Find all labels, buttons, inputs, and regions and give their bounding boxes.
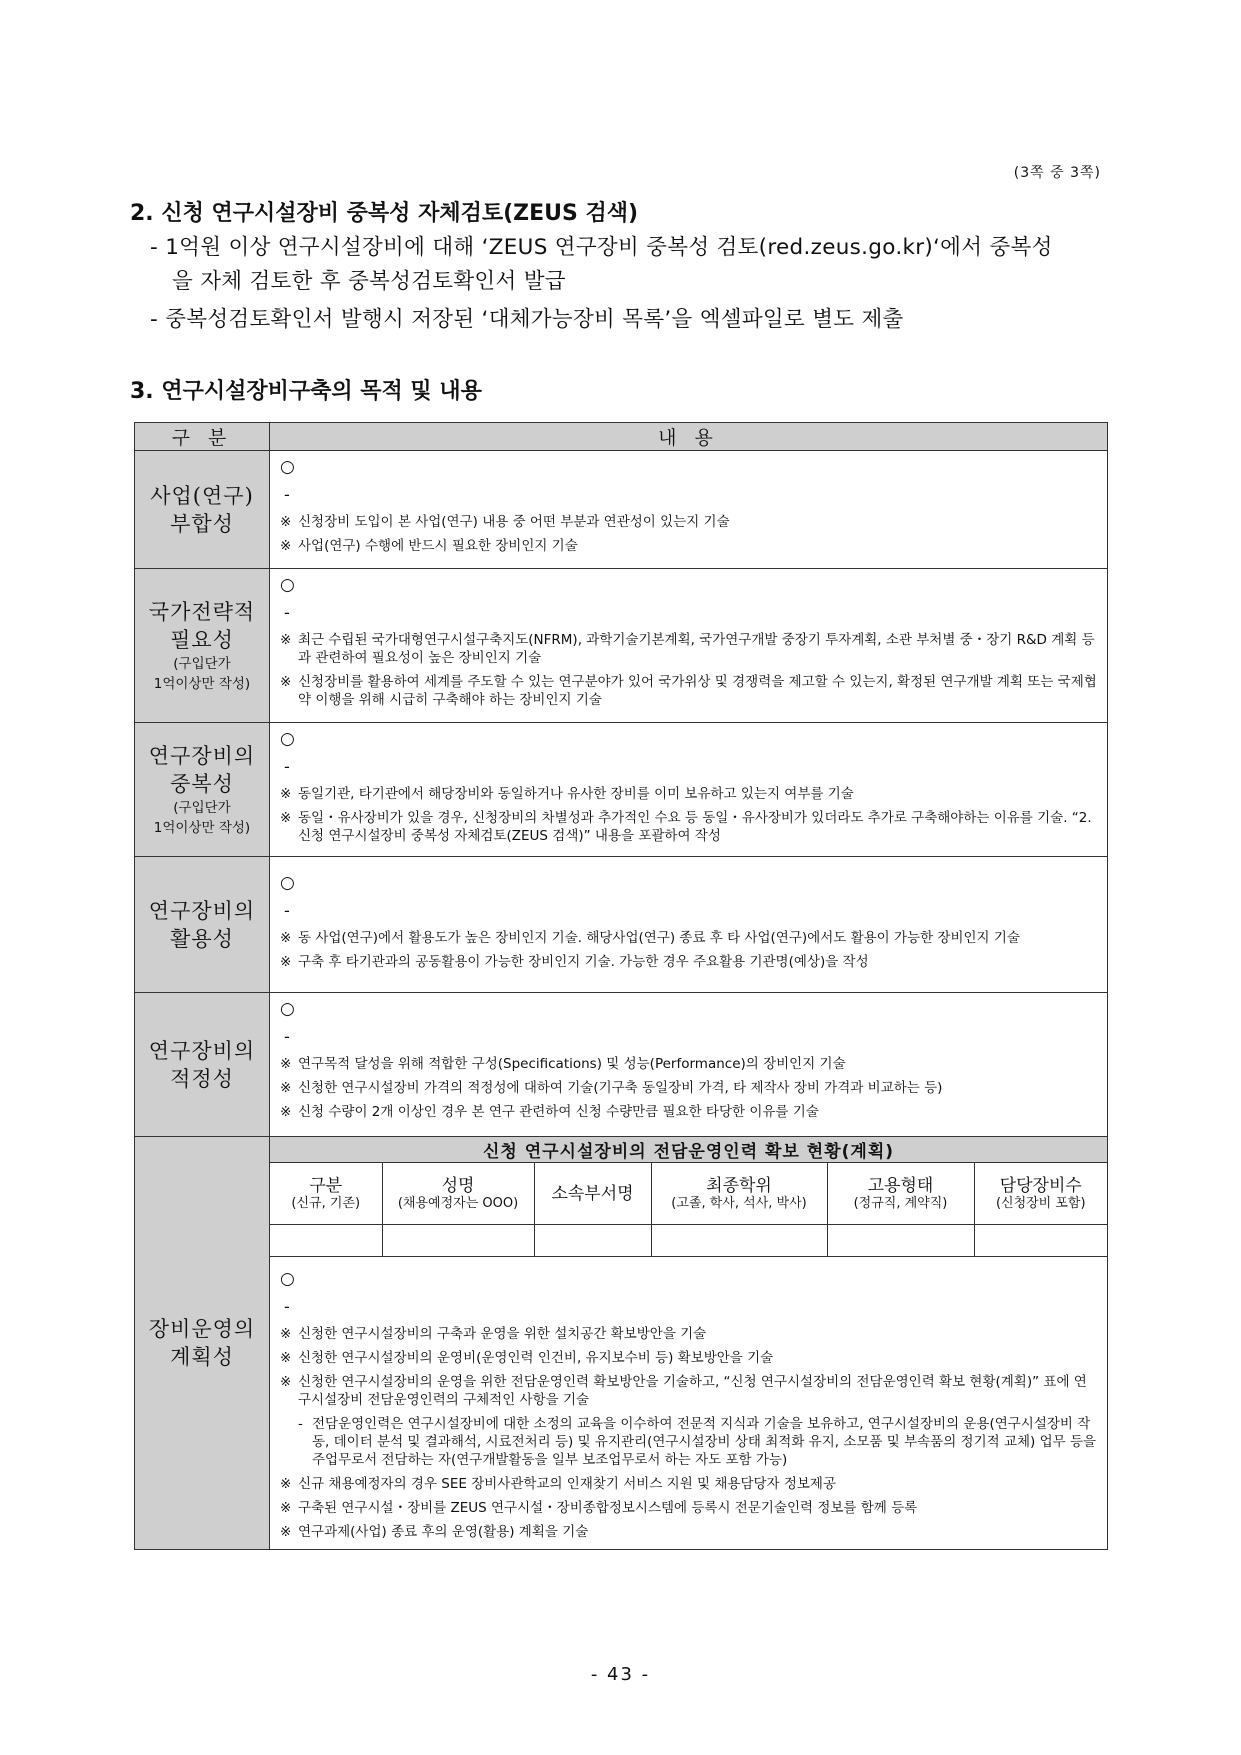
- staffing-header-dept: [534, 1163, 651, 1225]
- note-mark: ※: [280, 786, 292, 802]
- page-indicator: (3쪽 중 3쪽): [1013, 165, 1101, 181]
- circle-bullet: ○: [280, 575, 295, 595]
- page-number: - 43 -: [590, 1664, 651, 1685]
- row-label-sub2: 1억이상만 작성): [153, 675, 251, 692]
- note-text: 동일・유사장비가 있을 경우, 신청장비의 차별성과 추가적인 수요 등 동일・유사장비가 있더라도 추가로 구축해야하는 이유를 기술. “2. 신청 연구시설장비 중복성 자체검토(ZEUS 검색)” 내용을 포괄하여 작성: [298, 810, 1092, 844]
- staffing-header-equipment-count: [974, 1163, 1107, 1225]
- note-mark: ※: [280, 1326, 292, 1342]
- note-text: 신청장비 도입이 본 사업(연구) 내용 중 어떤 부분과 연관성이 있는지 기술: [298, 514, 730, 530]
- section2-bullet2: - 중복성검토확인서 발행시 저장된 ‘대체가능장비 목록’을 엑셀파일로 별도 제출: [150, 307, 904, 332]
- header-note: (고졸, 학사, 석사, 박사): [671, 1195, 807, 1211]
- row-label: [135, 857, 270, 993]
- row-label: [135, 451, 270, 569]
- staffing-table: [270, 1137, 1107, 1257]
- row-label-line1: 연구장비의: [148, 1038, 256, 1063]
- header-main: 구분: [309, 1175, 343, 1196]
- note-mark: ※: [280, 810, 292, 826]
- staffing-header-employment: [827, 1163, 974, 1225]
- note-item: [280, 1499, 1097, 1517]
- circle-bullet: ○: [280, 729, 295, 749]
- note-mark: ※: [280, 1374, 292, 1390]
- header-main: 고용형태: [867, 1175, 934, 1196]
- note-mark: ※: [280, 1080, 292, 1096]
- note-item: [280, 537, 1097, 555]
- note-mark: ※: [280, 538, 292, 554]
- sub-note-text: 전담운영인력은 연구시설장비에 대한 소정의 교육을 이수하여 전문적 지식과 기술을 보유하고, 연구시설장비의 운용(연구시설장비 작동, 데이터 분석 및 결과해석, 시료전처리 등) 및 유지관리(연구시설장비 상태 최적화 유지, 소모품 및 부속품의 정기적 교체) 업무 등을 주업무로서 전담하는 자(연구개발활동을 일부 보조업무로서 하는 자도 포함 가능): [312, 1416, 1097, 1468]
- row-label-line1: 장비운영의: [148, 1317, 256, 1341]
- row-content: [270, 857, 1108, 993]
- note-text: 신규 채용예정자의 경우 SEE 장비사관학교의 인재찾기 서비스 지원 및 채용담당자 정보제공: [298, 1476, 837, 1492]
- row-label: [135, 1137, 270, 1550]
- header-main: 성명: [441, 1175, 475, 1196]
- table-row-adequacy: [135, 993, 1108, 1137]
- staffing-header-type: [270, 1163, 382, 1225]
- note-mark: ※: [280, 1524, 292, 1540]
- table-row-national-necessity: [135, 569, 1108, 723]
- note-item: [280, 953, 1097, 971]
- note-mark: ※: [280, 632, 292, 648]
- table-row-relevance: [135, 451, 1108, 569]
- note-item: [280, 1055, 1097, 1073]
- note-text: 신청한 연구시설장비의 운영비(운영인력 인건비, 유지보수비 등) 확보방안을 기술: [298, 1350, 774, 1366]
- section2-bullet1-line2: 을 자체 검토한 후 중복성검토확인서 발급: [172, 269, 566, 294]
- note-item: [280, 513, 1097, 531]
- table-header-row: [135, 423, 1108, 451]
- header-main: 최종학위: [706, 1175, 772, 1196]
- circle-bullet: ○: [280, 457, 295, 477]
- dash-bullet: -: [284, 485, 290, 504]
- header-note: (정규직, 계약직): [853, 1195, 948, 1211]
- note-text: 신청장비를 활용하여 세계를 주도할 수 있는 연구분야가 있어 국가위상 및 경쟁력을 제고할 수 있는지, 확정된 연구개발 계획 또는 국제협약 이행을 위해 시급히 구축해야 하는 장비인지 기술: [298, 674, 1097, 708]
- note-text: 연구과제(사업) 종료 후의 운영(활용) 계획을 기술: [298, 1524, 589, 1540]
- row-label-line1: 연구장비의: [148, 743, 256, 768]
- row-label-line1: 사업(연구): [150, 483, 254, 508]
- note-item: [280, 929, 1097, 947]
- staffing-table-title: 신청 연구시설장비의 전담운영인력 확보 현황(계획): [270, 1137, 1107, 1163]
- dash-bullet: -: [284, 757, 290, 776]
- note-text: 동일기관, 타기관에서 해당장비와 동일하거나 유사한 장비를 이미 보유하고 있는지 여부를 기술: [298, 786, 854, 802]
- row-label-line2: 필요성: [170, 627, 234, 652]
- note-item: [280, 1523, 1097, 1541]
- dash-bullet: -: [284, 1297, 290, 1316]
- empty-cell[interactable]: [651, 1225, 827, 1257]
- circle-bullet: ○: [280, 999, 295, 1019]
- empty-cell[interactable]: [382, 1225, 534, 1257]
- row-label-sub1: (구입단가: [173, 655, 231, 672]
- note-item: [280, 1325, 1097, 1343]
- table-row-operation-plan: [135, 1137, 1108, 1550]
- staffing-header-row: [270, 1163, 1107, 1225]
- note-text: 동 사업(연구)에서 활용도가 높은 장비인지 기술. 해당사업(연구) 종료 후 타 사업(연구)에서도 활용이 가능한 장비인지 기술: [298, 930, 1020, 946]
- note-text: 연구목적 달성을 위해 적합한 구성(Specifications) 및 성능(Performance)의 장비인지 기술: [298, 1056, 846, 1072]
- empty-cell[interactable]: [974, 1225, 1107, 1257]
- row-content: [270, 569, 1108, 723]
- note-mark: ※: [280, 1104, 292, 1120]
- note-text: 신청한 연구시설장비의 운영을 위한 전담운영인력 확보방안을 기술하고, “신청 연구시설장비의 전담운영인력 확보 현황(계획)” 표에 연구시설장비 전담운영인력의 구체적인 사항을 기술: [298, 1374, 1087, 1408]
- note-text: 신청 수량이 2개 이상인 경우 본 연구 관련하여 신청 수량만큼 필요한 타당한 이유를 기술: [298, 1104, 819, 1120]
- header-note: (신규, 기존): [291, 1195, 361, 1211]
- note-text: 신청한 연구시설장비의 구축과 운영을 위한 설치공간 확보방안을 기술: [298, 1326, 707, 1342]
- table-row-utilization: [135, 857, 1108, 993]
- note-mark: ※: [280, 674, 292, 690]
- circle-bullet: ○: [280, 1269, 295, 1289]
- circle-bullet: ○: [280, 873, 295, 893]
- note-item: [280, 1349, 1097, 1367]
- note-mark: ※: [280, 1350, 292, 1366]
- staffing-header-degree: [651, 1163, 827, 1225]
- row-label-line2: 중복성: [170, 771, 234, 796]
- section2-title: 2. 신청 연구시설장비 중복성 자체검토(ZEUS 검색): [130, 201, 639, 226]
- note-item: [280, 1475, 1097, 1493]
- staffing-empty-row: [270, 1225, 1107, 1257]
- table-row-duplication: [135, 723, 1108, 857]
- row-label: [135, 723, 270, 857]
- note-mark: ※: [280, 1056, 292, 1072]
- note-item: [280, 1079, 1097, 1097]
- note-mark: ※: [280, 1476, 292, 1492]
- sub-note-item: [298, 1415, 1097, 1469]
- row-label: [135, 993, 270, 1137]
- section3-title: 3. 연구시설장비구축의 목적 및 내용: [130, 379, 482, 404]
- row-label-sub2: 1억이상만 작성): [153, 819, 251, 836]
- header-note: (신청장비 포함): [995, 1195, 1086, 1211]
- note-item: [280, 809, 1097, 845]
- row-content: [270, 451, 1108, 569]
- header-note: (채용예정자는 OOO): [397, 1195, 519, 1211]
- note-mark: ※: [280, 954, 292, 970]
- note-text: 구축된 연구시설・장비를 ZEUS 연구시설・장비종합정보시스템에 등록시 전문기술인력 정보를 함께 등록: [298, 1500, 918, 1516]
- note-item: [280, 1103, 1097, 1121]
- empty-cell[interactable]: [270, 1225, 382, 1257]
- empty-cell[interactable]: [534, 1225, 651, 1257]
- staffing-header-name: [382, 1163, 534, 1225]
- dash-bullet: -: [284, 603, 290, 622]
- header-main: 담당장비수: [999, 1175, 1082, 1196]
- note-text: 신청한 연구시설장비 가격의 적정성에 대하여 기술(기구축 동일장비 가격, 타 제작사 장비 가격과 비교하는 등): [298, 1080, 943, 1096]
- row-label-line2: 활용성: [170, 926, 234, 951]
- note-text: 구축 후 타기관과의 공동활용이 가능한 장비인지 기술. 가능한 경우 주요활용 기관명(예상)을 작성: [298, 954, 869, 970]
- note-text: 최근 수립된 국가대형연구시설구축지도(NFRM), 과학기술기본계획, 국가연구개발 중장기 투자계획, 소관 부처별 중・장기 R&D 계획 등과 관련하여 필요성이 높은 장비인지 기술: [298, 632, 1095, 666]
- note-item: [280, 673, 1097, 709]
- row-label-sub1: (구입단가: [173, 799, 231, 816]
- row-content: [270, 723, 1108, 857]
- row-label-line2: 적정성: [170, 1066, 234, 1091]
- row-label: [135, 569, 270, 723]
- row-label-line2: 부합성: [170, 511, 234, 536]
- note-item: [280, 785, 1097, 803]
- note-text: 사업(연구) 수행에 반드시 필요한 장비인지 기술: [298, 538, 578, 554]
- note-mark: ※: [280, 930, 292, 946]
- sub-note-mark: -: [298, 1416, 303, 1432]
- note-mark: ※: [280, 1500, 292, 1516]
- row-label-line2: 계획성: [170, 1345, 234, 1369]
- note-item: [280, 1373, 1097, 1409]
- empty-cell[interactable]: [827, 1225, 974, 1257]
- purpose-table: [134, 422, 1108, 1550]
- header-category: 구 분: [135, 423, 270, 451]
- header-content: 내 용: [270, 423, 1108, 451]
- row-label-line1: 연구장비의: [148, 898, 256, 923]
- note-mark: ※: [280, 514, 292, 530]
- dash-bullet: -: [284, 1027, 290, 1046]
- header-main: 소속부서명: [551, 1183, 634, 1204]
- row-label-line1: 국가전략적: [148, 599, 256, 624]
- operation-plan-notes: [270, 1257, 1107, 1549]
- row-content: [270, 993, 1108, 1137]
- row-content: [270, 1137, 1108, 1550]
- dash-bullet: -: [284, 901, 290, 920]
- note-item: [280, 631, 1097, 667]
- section2-bullet1-line1: - 1억원 이상 연구시설장비에 대해 ‘ZEUS 연구장비 중복성 검토(red.zeus.go.kr)‘에서 중복성: [150, 235, 1053, 260]
